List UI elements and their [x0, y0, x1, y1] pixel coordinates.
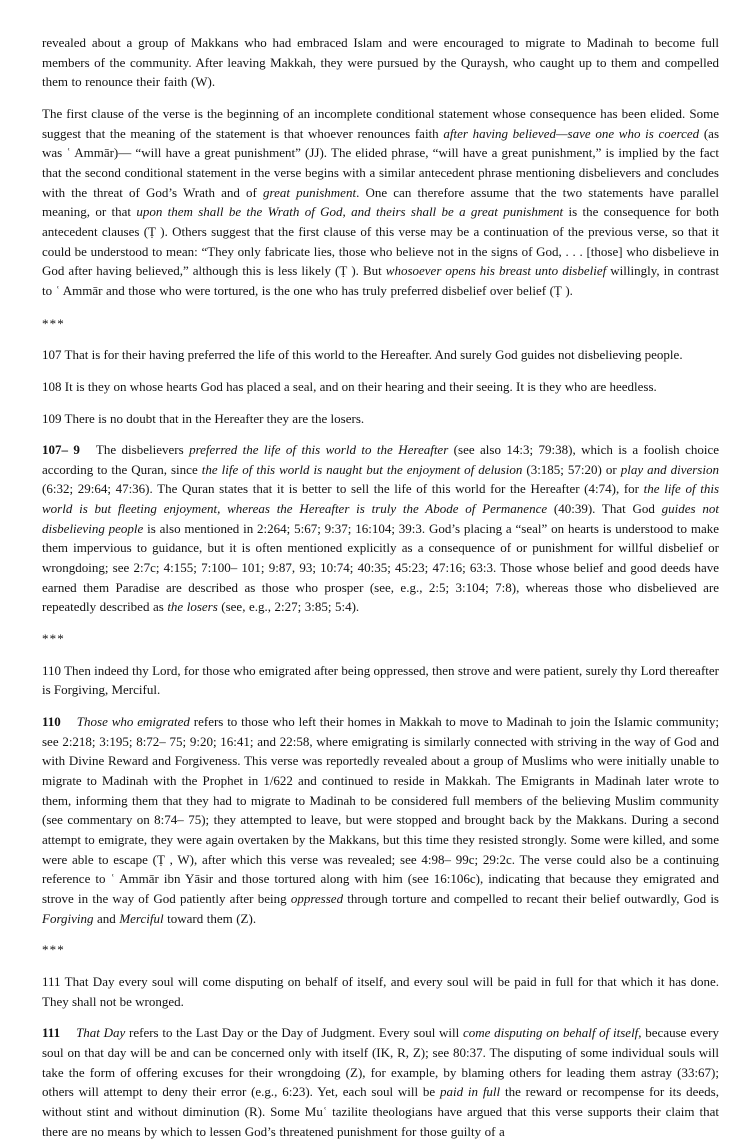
quranic-quote: whosoever opens his breast unto disbelief [385, 263, 607, 279]
commentary-paragraph [42, 104, 719, 301]
verse-marker: 107– 9 [42, 442, 80, 458]
quranic-quote: Those who emigrated [76, 714, 190, 730]
commentary-paragraph: revealed about a group of Makkans who had embraced Islam and were encouraged to migrate to Madinah to become full members of the community. After leaving Makkah, they were pursued by the Quraysh, who caught up to them and compelled them to renounce their faith (W). [42, 35, 719, 90]
quranic-quote: Forgiving [42, 910, 94, 926]
quranic-quote: Merciful [119, 910, 164, 926]
quranic-quote: upon them shall be the Wrath of God, and theirs shall be a great punishment [136, 204, 564, 220]
body-text: because every soul on that day will be and can be concerned only with itself (IK, R, Z); see 80:37. The disputing of some individual souls will take the form of offering excuses for their wrongdoing (Z), for example, by blaming others for leading them astray (33:67); others will attempt to deny their error (e.g., 6:23). Yet, each soul will be [42, 1025, 720, 1100]
body-text: ʿ [66, 145, 71, 161]
commentary-110 [42, 712, 719, 928]
body-text: Ammār and those who were tortured, is the one who has truly preferred disbelief over belief (Ṭ ). [59, 282, 573, 298]
quranic-quote: the life of this world is but fleeting enjoyment, whereas the Hereafter is truly the Abode of Permanence [42, 481, 719, 517]
body-text: (see, e.g., 2:27; 3:85; 5:4). [217, 599, 360, 615]
body-text: (3:185; 57:20) or [522, 461, 621, 477]
body-text: The first clause of the verse is the beginning of an incomplete conditional statement whose consequence has been elided. Some suggest that the meaning of the statement is that whoever renounces faith [42, 105, 719, 141]
section-separator: *** [42, 315, 65, 331]
verse-111: 111 That Day every soul will come disputing on behalf of itself, and every soul will be paid in full for that which it has done. They shall not be wronged. [42, 973, 719, 1009]
body-text: (6:32; 29:64; 47:36). The Quran states that it is better to sell the life of this world for the Hereafter (4:74), for [42, 481, 644, 497]
body-text: refers to those who left their homes in Makkah to move to Madinah to join the Islamic community; see 2:218; 3:195; 8:72– 75; 9:20; 16:41; and 22:58, where emigrating is similarly connected with striving in the way of God and with Divine Reward and Forgiveness. This verse was reportedly revealed about a group of Muslims who were initially unable to migrate to Madinah with the Prophet in 1/622 and continued to reside in Makkah. The Emigrants in Madinah later wrote to them, informing them that they had to migrate to Madinah to be considered full members of the believing Muslim community (see commentary on 8:74– 75); they attempted to leave, but were stopped and brought back by the Makkans. During a second attempt to emigrate, they were again overtaken by the Makkans, but this time they resisted strongly. Some were killed, and some were able to escape (Ṭ , W), after which this verse was revealed; see 4:98– 99c; 29:2c. The verse could also be a continuing reference to [42, 714, 719, 887]
body-text: (as was [42, 125, 720, 161]
body-text: ʿ [110, 871, 115, 887]
quranic-quote: guides not disbelieving people [42, 501, 719, 536]
verse-marker: 110 [42, 714, 61, 730]
body-text: ʿ [322, 1103, 328, 1119]
commentary-107-9 [42, 440, 719, 617]
body-text: is also mentioned in 2:264; 5:67; 9:37; 16:104; 39:3. God’s placing a “seal” on hearts is understood to make them impervious to guidance, but it is often mentioned explicitly as a consequence of or punishment for willful disbelief or wrongdoing; see 2:7c; 4:155; 7:100– 101; 9:87, 93; 10:74; 40:35; 45:23; 47:16; 63:3. Those whose belief and good deeds have earned them Paradise are described as those who prosper (see, e.g., 2:5; 3:104; 7:8), whereas those who disbelieved are repeatedly described as [42, 520, 720, 615]
verse-108: 108 It is they on whose hearts God has placed a seal, and on their hearing and their seeing. It is they who are heedless. [42, 378, 657, 394]
verse-110: 110 Then indeed thy Lord, for those who emigrated after being oppressed, then strove and were patient, surely thy Lord thereafter is Forgiving, Merciful. [42, 662, 719, 698]
quranic-quote: the losers [167, 599, 218, 615]
body-text: Ammār)— “will have a great punishment” (JJ). The elided phrase, “will have a great punishment,” is implied by the fact that the second conditional statement in the verse begins with a similar antecedent phrase mentioning disbelievers and concludes with the threat of God’s Wrath and of [42, 145, 719, 200]
quranic-quote: play and diversion [620, 461, 719, 477]
verse-107: 107 That is for their having preferred the life of this world to the Hereafter. And surely God guides not disbelieving people. [42, 347, 683, 363]
body-text: tazilite theologians have argued that this verse supports their claim that there are no means by which to lessen God’s threatened punishment for those guilty of a [42, 1103, 719, 1139]
quranic-quote: paid in full [439, 1084, 501, 1100]
body-text: through torture and compelled to recant their belief outwardly, God is [343, 890, 719, 906]
body-text: refers to the Last Day or the Day of Judgment. Every soul will [125, 1025, 463, 1041]
body-text: willingly, in contrast to [42, 263, 719, 298]
body-text: Ammār ibn Yāsir and those tortured along with him (see 16:106c), indicating that because they emigrated and strove in the way of God patiently after being [42, 871, 719, 906]
section-separator: *** [42, 631, 65, 647]
body-text: The disbelievers [95, 442, 190, 458]
section-separator: *** [42, 942, 65, 958]
body-text: ʿ [55, 282, 60, 298]
quranic-quote: great punishment [263, 184, 357, 200]
body-text: . One can therefore assume that the two statements have parallel meaning, or that [42, 184, 719, 220]
quranic-quote: the life of this world is naught but the enjoyment of delusion [201, 461, 523, 477]
page-content [42, 33, 719, 1141]
body-text: the reward or recompense for its deeds, without stint and without diminution (R). Some Mu [42, 1084, 719, 1119]
body-text: (40:39). That God [547, 501, 662, 517]
quranic-quote: preferred the life of this world to the Hereafter [189, 442, 449, 458]
body-text: (see also 14:3; 79:38), which is a foolish choice according to the Quran, since [42, 442, 719, 477]
quranic-quote: That Day [76, 1025, 126, 1041]
quranic-quote: come disputing on behalf of itself, [462, 1025, 642, 1041]
commentary-111 [42, 1023, 719, 1141]
body-text: toward them (Z). [163, 910, 257, 926]
body-text: is the consequence for both antecedent clauses (Ṭ ). Others suggest that the first clause of this verse may be a continuation of the previous verse, so that it could be understood to mean: “They only fabricate lies, those who believe not in the signs of God, . . . [those] who disbelieve in God after having believed,” although this is less likely (Ṭ ). But [42, 204, 719, 279]
quranic-quote: after having believed—save one who is coerced [443, 125, 700, 141]
body-text: and [93, 910, 120, 926]
quranic-quote: oppressed [290, 890, 344, 906]
verse-marker: 111 [42, 1025, 61, 1041]
verse-109: 109 There is no doubt that in the Hereafter they are the losers. [42, 410, 365, 426]
